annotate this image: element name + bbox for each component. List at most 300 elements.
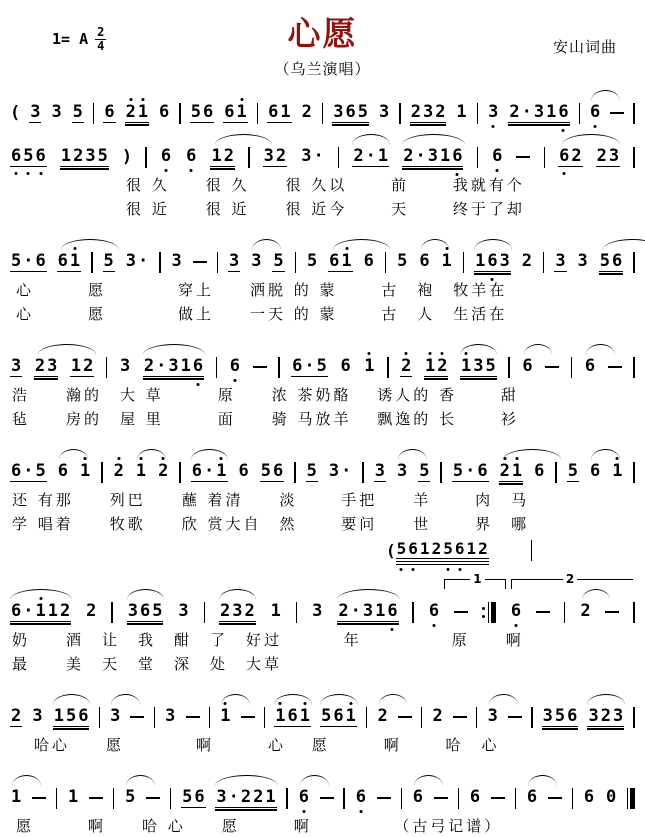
dash-note — [508, 716, 522, 718]
dash-note — [605, 611, 619, 613]
note-group — [237, 463, 249, 481]
note: 3 — [11, 355, 22, 376]
barline — [91, 252, 93, 273]
note: 6 — [78, 705, 89, 726]
note-group — [374, 460, 386, 482]
note-group — [412, 789, 424, 807]
note: 3 — [301, 146, 312, 166]
augmentation-dot: · — [137, 251, 149, 271]
system — [0, 98, 645, 128]
barline — [106, 357, 108, 378]
system — [0, 783, 645, 837]
note: 6 — [329, 250, 340, 271]
barline — [543, 252, 545, 273]
barline — [179, 462, 181, 483]
note: 2 — [83, 355, 94, 376]
note: 2 — [301, 102, 312, 122]
note-group — [396, 253, 408, 271]
note-group — [127, 600, 164, 622]
dash-note — [453, 716, 467, 718]
note: 2 — [338, 600, 349, 621]
note-group — [301, 104, 313, 122]
octave-dot-below — [15, 172, 18, 175]
note: 6 — [272, 460, 284, 481]
lyrics-line: 学 唱着 牧歌 欣 赏大自 然 要问 世 界 哪 — [12, 515, 530, 533]
note: 2 — [244, 600, 255, 621]
barline — [571, 357, 573, 378]
note-group — [67, 789, 79, 807]
time-signature — [95, 26, 106, 52]
barline — [421, 707, 423, 728]
note: 5 — [260, 460, 271, 481]
note: 6 — [590, 461, 601, 481]
note-group — [474, 250, 511, 272]
note: 2 — [60, 600, 71, 621]
note: 2 — [410, 101, 421, 122]
octave-dot-above — [349, 702, 352, 705]
note-group — [337, 600, 398, 622]
note: 5 — [35, 460, 46, 481]
barline — [111, 602, 113, 623]
music-line — [10, 457, 635, 487]
note: 3 — [251, 251, 262, 271]
note-group — [164, 708, 176, 726]
slur-arc — [38, 344, 96, 355]
note-group — [487, 104, 499, 122]
note: 1 — [363, 358, 375, 375]
note-group — [157, 463, 169, 481]
note: 2 — [436, 358, 448, 375]
octave-dot-above — [39, 597, 42, 600]
note: 3 — [427, 145, 438, 166]
barline — [633, 462, 635, 483]
note-group — [583, 789, 595, 807]
note: 3 — [328, 461, 340, 481]
note: 2 — [11, 705, 22, 726]
note: 1 — [419, 539, 430, 558]
note: 1 — [460, 358, 472, 375]
barline — [366, 707, 368, 728]
note-group — [339, 358, 351, 376]
note: 3 — [397, 461, 408, 481]
slur-arc — [562, 134, 620, 145]
note-group — [10, 705, 22, 727]
slur-arc — [111, 694, 140, 705]
dash-note — [193, 261, 207, 263]
note-group — [605, 789, 617, 807]
dash-note — [454, 611, 468, 613]
note: 5 — [125, 787, 136, 807]
note-group — [191, 460, 228, 482]
note-group — [125, 253, 150, 271]
music-line — [10, 98, 635, 128]
note-group — [185, 148, 197, 166]
barline — [555, 462, 557, 483]
note: 6 — [589, 104, 601, 121]
barline — [633, 357, 635, 378]
system — [0, 702, 645, 756]
note: 5 — [65, 705, 77, 726]
parenthesis: ) — [121, 147, 133, 167]
octave-dot-below — [458, 568, 461, 571]
note: 3 — [120, 356, 131, 376]
note-group — [400, 355, 412, 377]
note: 5 — [567, 460, 579, 481]
note-group — [542, 705, 579, 727]
barline — [477, 103, 479, 124]
barline — [477, 147, 479, 168]
barline — [440, 462, 442, 483]
note-group — [596, 145, 621, 167]
barline — [209, 707, 211, 728]
system — [0, 572, 645, 675]
note: 6 — [363, 251, 374, 271]
note: 3 — [312, 601, 323, 621]
note: 6 — [57, 250, 68, 271]
note: 2 — [143, 355, 155, 376]
music-line — [10, 142, 635, 172]
note-group — [215, 786, 276, 808]
note-group — [320, 705, 357, 727]
note: 3 — [229, 250, 240, 271]
octave-dot-below — [562, 129, 565, 132]
augmentation-dot: · — [23, 460, 34, 481]
note: 3 — [542, 705, 553, 726]
note: 1 — [68, 787, 79, 807]
barline — [216, 357, 218, 378]
note-group — [587, 705, 624, 727]
note: 3 — [178, 601, 189, 621]
note: 3 — [577, 251, 588, 271]
slur-arc — [474, 239, 511, 250]
note: 1 — [475, 250, 486, 271]
barline — [544, 147, 546, 168]
barline — [515, 788, 517, 809]
note-group — [589, 104, 601, 122]
note: 3 — [487, 706, 498, 726]
barline — [508, 357, 510, 378]
note-group — [10, 250, 47, 272]
note-group — [432, 708, 444, 726]
dash-note — [434, 797, 448, 799]
note-group — [10, 460, 47, 482]
note: 5 — [190, 101, 201, 122]
note: 1 — [466, 539, 477, 558]
note-group — [223, 101, 248, 123]
note: 1 — [79, 463, 91, 480]
octave-dot-above — [224, 702, 227, 705]
system — [0, 352, 645, 430]
note: 2 — [596, 145, 607, 166]
note-group — [410, 101, 447, 123]
note: 6 — [238, 461, 249, 481]
note: 6 — [491, 148, 503, 165]
note: 1 — [424, 358, 436, 375]
note: 6 — [191, 460, 202, 481]
note: 6 — [11, 600, 22, 621]
note: 6 — [104, 101, 115, 122]
parenthesis: ( — [386, 540, 396, 560]
music-line — [10, 783, 635, 813]
note: 3 — [499, 250, 510, 271]
note-group — [119, 358, 131, 376]
note-group — [158, 104, 170, 122]
note: 2 — [403, 145, 414, 166]
barline — [154, 707, 156, 728]
note-group — [53, 705, 90, 727]
note-group — [210, 145, 235, 167]
slur-arc — [215, 134, 273, 145]
thin-bar — [488, 602, 490, 623]
barline — [401, 788, 403, 809]
dash-note — [320, 797, 334, 799]
note-group — [29, 101, 41, 123]
note: 6 — [224, 101, 235, 122]
note: 2 — [275, 145, 287, 166]
note: 6 — [583, 787, 595, 807]
note: 2 — [240, 786, 252, 807]
note: 5 — [397, 251, 408, 271]
octave-dot-above — [465, 352, 468, 355]
note: 6 — [567, 705, 578, 726]
note: 2 — [600, 705, 611, 726]
note: 6 — [57, 461, 68, 481]
barline — [294, 462, 296, 483]
lyrics-line: 奶 酒 让 我 酣 了 好过 年 原 啊 — [12, 631, 524, 649]
note-group — [402, 145, 463, 167]
slur-arc — [402, 134, 464, 145]
note: 2 — [432, 706, 443, 726]
final-barline — [627, 788, 635, 809]
barline — [579, 103, 581, 124]
note: 2 — [435, 101, 446, 122]
octave-dot-below — [456, 173, 459, 176]
note: 3 — [608, 145, 620, 166]
slur-arc — [252, 239, 281, 250]
note: 1 — [60, 145, 72, 166]
note-group — [396, 541, 489, 559]
note: 1 — [265, 786, 276, 807]
note: 6 — [558, 148, 570, 165]
note-group — [50, 104, 62, 122]
barline — [633, 707, 635, 728]
barline — [278, 357, 280, 378]
note: 5 — [182, 786, 193, 807]
note: 5 — [554, 705, 566, 726]
note: 3 — [127, 600, 138, 621]
slur-arc — [53, 694, 90, 705]
octave-dot-above — [503, 457, 506, 460]
note: 3 — [125, 251, 136, 271]
lyrics-line: 心 愿 穿上 洒脱 的 蒙 古 袍 牧羊在 — [16, 281, 508, 299]
barline — [633, 602, 635, 623]
note: 6 — [412, 787, 424, 807]
note: 1 — [180, 355, 191, 376]
note-group — [72, 101, 84, 123]
note-group — [328, 463, 353, 481]
octave-dot-above — [445, 247, 448, 250]
octave-dot-below — [433, 624, 436, 627]
barline — [633, 252, 635, 273]
barline — [113, 788, 115, 809]
note-group — [363, 253, 375, 271]
note: 2 — [34, 355, 46, 376]
octave-dot-above — [162, 457, 165, 460]
note-group — [267, 101, 292, 123]
slur-arc — [127, 589, 164, 600]
dash-note — [548, 797, 562, 799]
note: 1 — [137, 104, 149, 121]
slur-arc — [591, 90, 620, 101]
note-group — [124, 789, 136, 807]
octave-dot-below — [233, 379, 236, 382]
dash-note — [241, 716, 255, 718]
note: 2 — [400, 358, 412, 375]
note: 6 — [194, 786, 205, 807]
augmentation-dot: · — [156, 355, 167, 376]
note: 6 — [510, 603, 522, 620]
note-group — [125, 101, 150, 123]
note-group — [274, 705, 311, 727]
note: 5 — [152, 600, 163, 621]
note-group — [272, 250, 284, 272]
slur-arc — [489, 694, 518, 705]
note: 6 — [139, 600, 151, 621]
note: 2 — [521, 251, 533, 271]
dash-note — [545, 366, 559, 368]
note: 2 — [253, 786, 264, 807]
note: 6 — [428, 603, 440, 620]
note-group — [508, 101, 569, 123]
lyrics-line: 很 久 很 久 很 久以 前 我就有个 — [126, 176, 525, 194]
octave-dot-above — [84, 457, 87, 460]
note: 5 — [321, 705, 332, 726]
performer-note: （乌兰演唱） — [274, 60, 371, 78]
slur-arc — [215, 775, 277, 786]
dash-note — [491, 797, 505, 799]
dash-note — [516, 156, 530, 158]
augmentation-dot: · — [204, 460, 215, 481]
note-group — [355, 789, 367, 807]
barline — [322, 103, 324, 124]
note: 6 — [11, 460, 22, 481]
barline — [412, 602, 414, 623]
note-group — [533, 463, 545, 481]
barline — [633, 103, 635, 124]
barline — [170, 788, 172, 809]
slur-arc — [586, 344, 615, 355]
barline — [572, 788, 574, 809]
barline — [257, 103, 259, 124]
note: 2 — [113, 463, 125, 480]
note: 5 — [273, 250, 284, 271]
octave-dot-below — [39, 172, 42, 175]
note: 6 — [486, 253, 498, 270]
octave-dot-below — [594, 125, 597, 128]
note-group — [491, 148, 503, 166]
note-group — [270, 603, 282, 621]
octave-dot-below — [412, 568, 415, 571]
note-group — [579, 603, 591, 621]
note: 1 — [47, 600, 58, 621]
dash-note — [253, 366, 267, 368]
note: 1 — [211, 145, 222, 166]
note-group — [31, 708, 43, 726]
note: 6 — [159, 102, 170, 122]
note: 3 — [51, 102, 62, 122]
note-group — [291, 355, 328, 377]
slur-arc — [603, 239, 645, 250]
note: 1 — [546, 101, 557, 122]
note: 6 — [192, 358, 204, 375]
note: 5 — [396, 541, 408, 557]
note-group — [135, 463, 147, 481]
lyrics-line: 很 近 很 近 很 近今 天 终于了却 — [126, 200, 525, 218]
note: 1 — [235, 104, 247, 121]
octave-dot-above — [129, 98, 132, 101]
note: 6 — [185, 148, 197, 165]
octave-dot-above — [616, 457, 619, 460]
note-group — [219, 708, 231, 726]
note-group — [589, 463, 601, 481]
note: 1 — [274, 708, 286, 725]
note: 1 — [299, 708, 311, 725]
barline — [295, 252, 297, 273]
octave-dot-below — [491, 278, 494, 281]
octave-dot-above — [303, 702, 306, 705]
note: 1 — [345, 708, 357, 725]
note-group — [57, 250, 82, 272]
note: 6 — [611, 250, 623, 271]
barline — [56, 788, 58, 809]
dash-note — [377, 797, 391, 799]
note-group — [103, 250, 115, 272]
note: 3 — [232, 600, 243, 621]
note: 6 — [10, 148, 22, 165]
note-group — [558, 145, 583, 167]
dash-note — [146, 797, 160, 799]
barline — [101, 462, 103, 483]
barline — [633, 147, 635, 168]
barline — [458, 788, 460, 809]
note: 5 — [22, 148, 34, 165]
note: 2 — [431, 539, 442, 558]
octave-dot-above — [240, 98, 243, 101]
note: 3 — [422, 101, 434, 122]
note: 2 — [353, 145, 364, 166]
note-group — [181, 786, 206, 808]
barline — [179, 103, 181, 124]
barline — [385, 252, 387, 273]
note: 6 — [419, 251, 430, 271]
note-group — [177, 603, 189, 621]
note-group — [60, 145, 109, 167]
system — [0, 142, 645, 220]
note: 3 — [588, 705, 599, 726]
note: 2 — [509, 101, 520, 122]
note: 6 — [477, 460, 488, 481]
note-group — [79, 463, 91, 481]
note-group — [300, 148, 325, 166]
repeat-dot — [482, 607, 485, 610]
note: 3 — [30, 101, 41, 122]
note: 6 — [557, 104, 569, 121]
octave-dot-below — [302, 810, 305, 813]
note: 3 — [165, 706, 176, 726]
time-numerator: 2 — [97, 25, 105, 39]
score-body — [0, 98, 645, 837]
octave-dot-below — [496, 169, 499, 172]
